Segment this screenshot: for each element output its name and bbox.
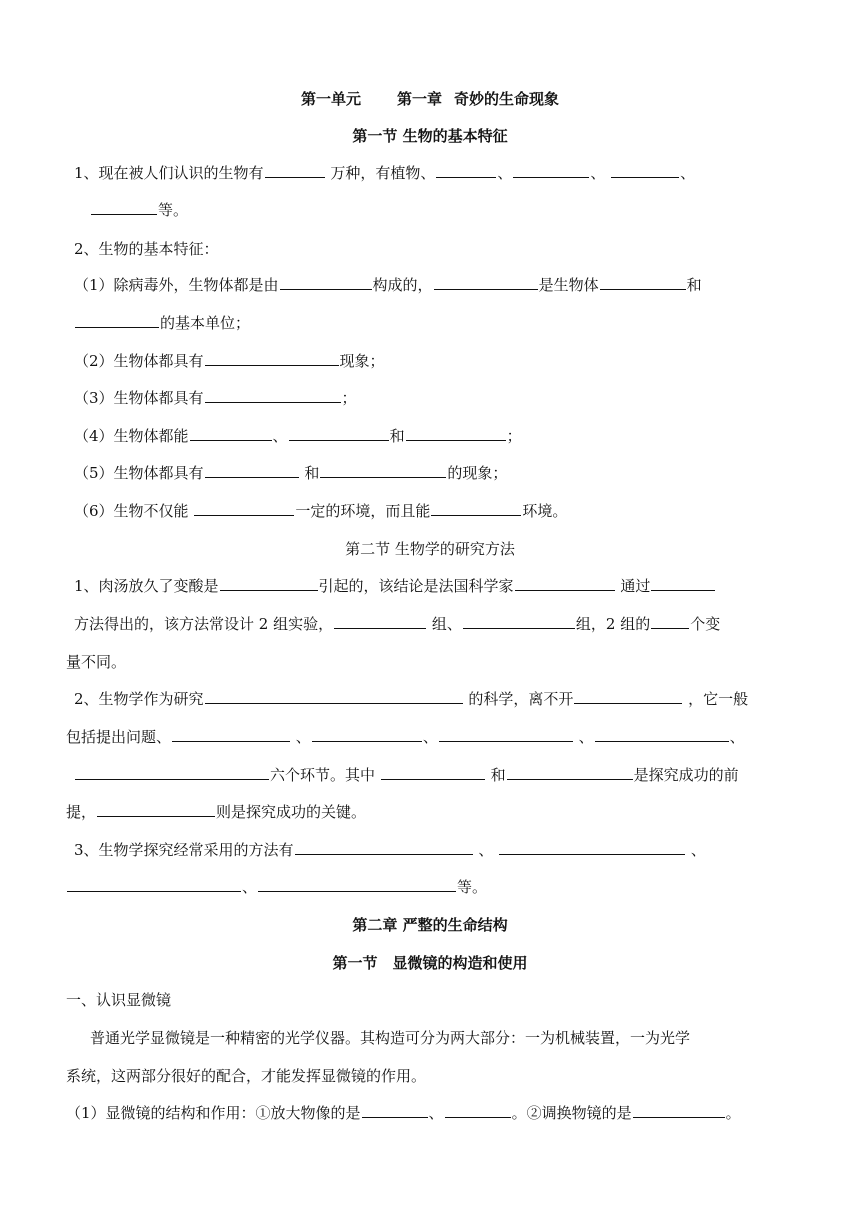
blank[interactable] xyxy=(334,613,426,629)
blank[interactable] xyxy=(205,462,299,478)
blank[interactable] xyxy=(439,726,573,742)
chapter-title: 奇妙的生命现象 xyxy=(454,90,560,108)
blank[interactable] xyxy=(651,575,715,591)
blank[interactable] xyxy=(75,312,159,328)
chapter-heading: 第二章 严整的生命结构 xyxy=(352,916,508,934)
blank[interactable] xyxy=(258,876,456,892)
question-line: 2、生物的基本特征： xyxy=(74,240,219,258)
question-line: 、 等。 xyxy=(66,876,796,898)
blank[interactable] xyxy=(194,500,294,516)
blank[interactable] xyxy=(595,726,729,742)
question-line: 方法得出的，该方法常设计 2 组实验， 组、 组，2 组的 个变 xyxy=(74,615,721,633)
blank[interactable] xyxy=(220,575,318,591)
question-line: 六个环节。其中 和 是探究成功的前 xyxy=(74,764,804,786)
blank[interactable] xyxy=(463,613,575,629)
blank[interactable] xyxy=(507,764,633,780)
section-heading: 第一节 显微镜的构造和使用 xyxy=(332,954,528,972)
question-line: 量不同。 xyxy=(66,653,127,671)
question-line: 1、肉汤放久了变酸是 引起的，该结论是法国科学家 通过 xyxy=(74,575,804,597)
question-line: （4）生物体都能 、 和 ； xyxy=(74,427,522,445)
blank[interactable] xyxy=(312,726,422,742)
blank[interactable] xyxy=(381,764,485,780)
blank[interactable] xyxy=(651,613,689,629)
blank[interactable] xyxy=(295,839,473,855)
blank[interactable] xyxy=(574,688,682,704)
question-line: （5）生物体都具有 和 的现象； xyxy=(74,464,508,482)
blank[interactable] xyxy=(436,162,496,178)
paragraph-line: 系统，这两部分很好的配合，才能发挥显微镜的作用。 xyxy=(66,1067,427,1085)
question-line: （1）显微镜的结构和作用：①放大物像的是 、 。②调换物镜的是 。 xyxy=(66,1104,741,1122)
question-line: （2）生物体都具有 现象； xyxy=(74,352,385,370)
blank[interactable] xyxy=(280,274,372,290)
blank[interactable] xyxy=(67,876,241,892)
blank[interactable] xyxy=(265,162,325,178)
blank[interactable] xyxy=(445,1102,511,1118)
blank[interactable] xyxy=(611,162,679,178)
section-heading: 第一节 生物的基本特征 xyxy=(352,127,508,145)
paragraph-line: 普通光学显微镜是一种精密的光学仪器。其构造可分为两大部分：一为机械装置，一为光学 xyxy=(90,1029,691,1047)
blank[interactable] xyxy=(513,162,589,178)
question-line: 提， 则是探究成功的关键。 xyxy=(66,803,367,821)
question-line: （1）除病毒外，生物体都是由 构成的， 是生物体 和 xyxy=(74,276,702,294)
question-line: 1、现在被人们认识的生物有 万种，有植物、 、 、 、 xyxy=(74,164,696,182)
blank[interactable] xyxy=(75,764,269,780)
blank[interactable] xyxy=(434,274,538,290)
chapter-label: 第一章 xyxy=(396,90,442,108)
unit-label: 第一单元 xyxy=(300,90,361,108)
blank[interactable] xyxy=(289,425,389,441)
blank[interactable] xyxy=(91,199,157,215)
blank[interactable] xyxy=(172,726,290,742)
question-line: 等。 xyxy=(90,199,820,221)
blank[interactable] xyxy=(515,575,615,591)
blank[interactable] xyxy=(205,387,341,403)
question-line: 包括提出问题、 、 、 、 、 xyxy=(66,728,745,746)
blank[interactable] xyxy=(362,1102,428,1118)
blank[interactable] xyxy=(600,274,686,290)
blank[interactable] xyxy=(97,801,215,817)
question-line: （3）生物体都具有 ； xyxy=(74,389,357,407)
blank[interactable] xyxy=(406,425,506,441)
question-line: 3、生物学探究经常采用的方法有 、 、 xyxy=(74,841,706,859)
question-line: 2、生物学作为研究 的科学，离不开 ，它一般 xyxy=(74,690,749,708)
part-heading: 一、认识显微镜 xyxy=(66,991,172,1009)
blank[interactable] xyxy=(205,350,339,366)
blank[interactable] xyxy=(190,425,272,441)
blank[interactable] xyxy=(499,839,685,855)
blank[interactable] xyxy=(633,1102,725,1118)
section-heading: 第二节 生物学的研究方法 xyxy=(345,540,515,558)
blank[interactable] xyxy=(205,688,463,704)
question-line: 的基本单位； xyxy=(74,312,804,334)
question-line: （6）生物不仅能 一定的环境，而且能 环境。 xyxy=(74,502,568,520)
unit-chapter-heading xyxy=(0,88,860,110)
blank[interactable] xyxy=(431,500,521,516)
blank[interactable] xyxy=(320,462,446,478)
